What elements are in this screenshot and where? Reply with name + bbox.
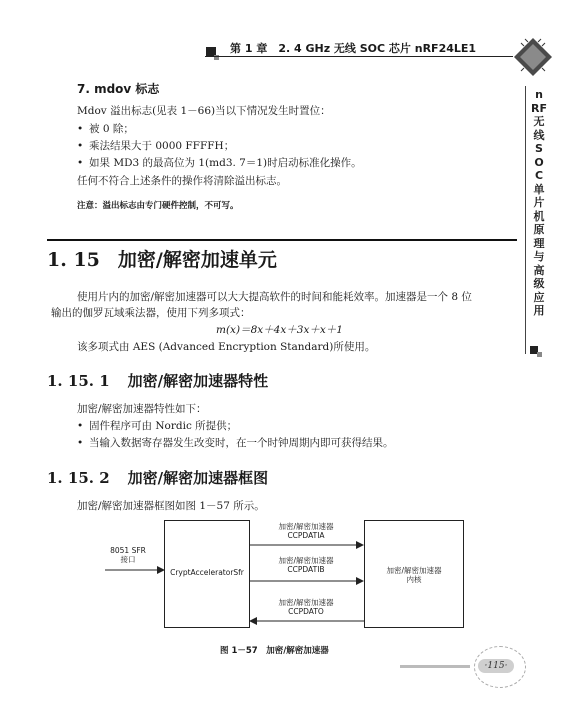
mdov-note: 注意：溢出标志由专门硬件控制，不可写。	[77, 201, 239, 211]
reg-ccpdatia-line-2: CCPDATIA	[287, 531, 325, 540]
subsection-2-title: 加密/解密加速器框图	[127, 469, 269, 487]
chip-icon	[510, 34, 556, 80]
polynomial-formula: m(x)＝8x＋4x＋3x＋x＋1	[216, 324, 343, 336]
header-rule	[205, 56, 513, 57]
sfr-interface-label	[105, 546, 151, 564]
mdov-bullet-3: • 如果 MD3 的最高位为 1(md3. 7＝1)时启动标准化操作。	[77, 156, 362, 170]
subsection-1-title: 加密/解密加速器特性	[127, 372, 269, 390]
mdov-bullet-1: • 被 0 除；	[77, 122, 134, 136]
subsection-1-bullet-2: • 当输入数据寄存器发生改变时，在一个时钟周期内即可获得结果。	[77, 436, 394, 450]
mdov-closing: 任何不符合上述条件的操作将清除溢出标志。	[77, 175, 287, 187]
reg-ccpdatia-line-1: 加密/解密加速器	[278, 522, 334, 531]
section-para-line-2: 输出的伽罗瓦域乘法器，使用下列多项式：	[51, 307, 251, 319]
crypt-core-label	[364, 566, 464, 584]
section-para-2: 该多项式由 AES (Advanced Encryption Standard)所使用。	[77, 341, 376, 353]
ccpdatib-arrow	[249, 577, 364, 585]
mdov-heading: 7. mdov 标志	[77, 82, 160, 96]
side-tab: nRF无线SOC单片机原理与高级应用	[531, 88, 547, 317]
reg-ccpdatib-label	[258, 556, 354, 574]
side-rule	[525, 86, 526, 354]
mdov-bullet-2: • 乘法结果大于 0000 FFFFH；	[77, 139, 234, 153]
figure-caption: 图 1－57 加密/解密加速器	[220, 646, 329, 656]
subsection-1-number: 1. 15. 1	[47, 372, 110, 390]
subsection-2-intro: 加密/解密加速器框图如图 1－57 所示。	[77, 500, 265, 512]
section-rule	[47, 239, 517, 241]
subsection-2-heading	[47, 467, 268, 488]
reg-ccpdato-label	[258, 598, 354, 616]
ccpdatia-arrow	[249, 541, 364, 549]
mdov-intro: Mdov 溢出标志(见表 1－66)当以下情况发生时置位：	[77, 105, 331, 117]
page-number: ·115·	[478, 659, 514, 673]
reg-ccpdato-line-2: CCPDATO	[288, 607, 324, 616]
reg-ccpdatia-label	[258, 522, 354, 540]
reg-ccpdato-line-1: 加密/解密加速器	[278, 598, 334, 607]
crypt-core-label-line-1: 加密/解密加速器	[386, 566, 442, 575]
section-title: 加密/解密加速单元	[117, 249, 277, 271]
running-header: 第 1 章 2. 4 GHz 无线 SOC 芯片 nRF24LE1	[230, 42, 477, 55]
section-heading	[47, 245, 277, 272]
section-para-line-1: 使用片内的加密/解密加速器可以大大提高软件的时间和能耗效率。加速器是一个 8 位	[77, 291, 472, 303]
side-marker-shadow	[537, 352, 542, 357]
subsection-1-intro: 加密/解密加速器特性如下：	[77, 403, 207, 415]
section-number: 1. 15	[47, 249, 100, 271]
crypt-core-label-line-2: 内核	[406, 575, 422, 584]
sfr-label-line-2: 接口	[120, 555, 136, 564]
sfr-label-line-1: 8051 SFR	[110, 546, 146, 555]
reg-ccpdatib-line-1: 加密/解密加速器	[278, 556, 334, 565]
subsection-1-bullet-1: • 固件程序可由 Nordic 所提供；	[77, 419, 237, 433]
subsection-2-number: 1. 15. 2	[47, 469, 110, 487]
ccpdato-arrow	[249, 617, 364, 625]
page-number-dash	[400, 665, 470, 668]
subsection-1-heading	[47, 370, 268, 391]
crypt-accelerator-sfr-label: CryptAcceleratorSfr	[170, 568, 244, 577]
reg-ccpdatib-line-2: CCPDATIB	[287, 565, 325, 574]
sfr-arrow	[105, 566, 165, 574]
